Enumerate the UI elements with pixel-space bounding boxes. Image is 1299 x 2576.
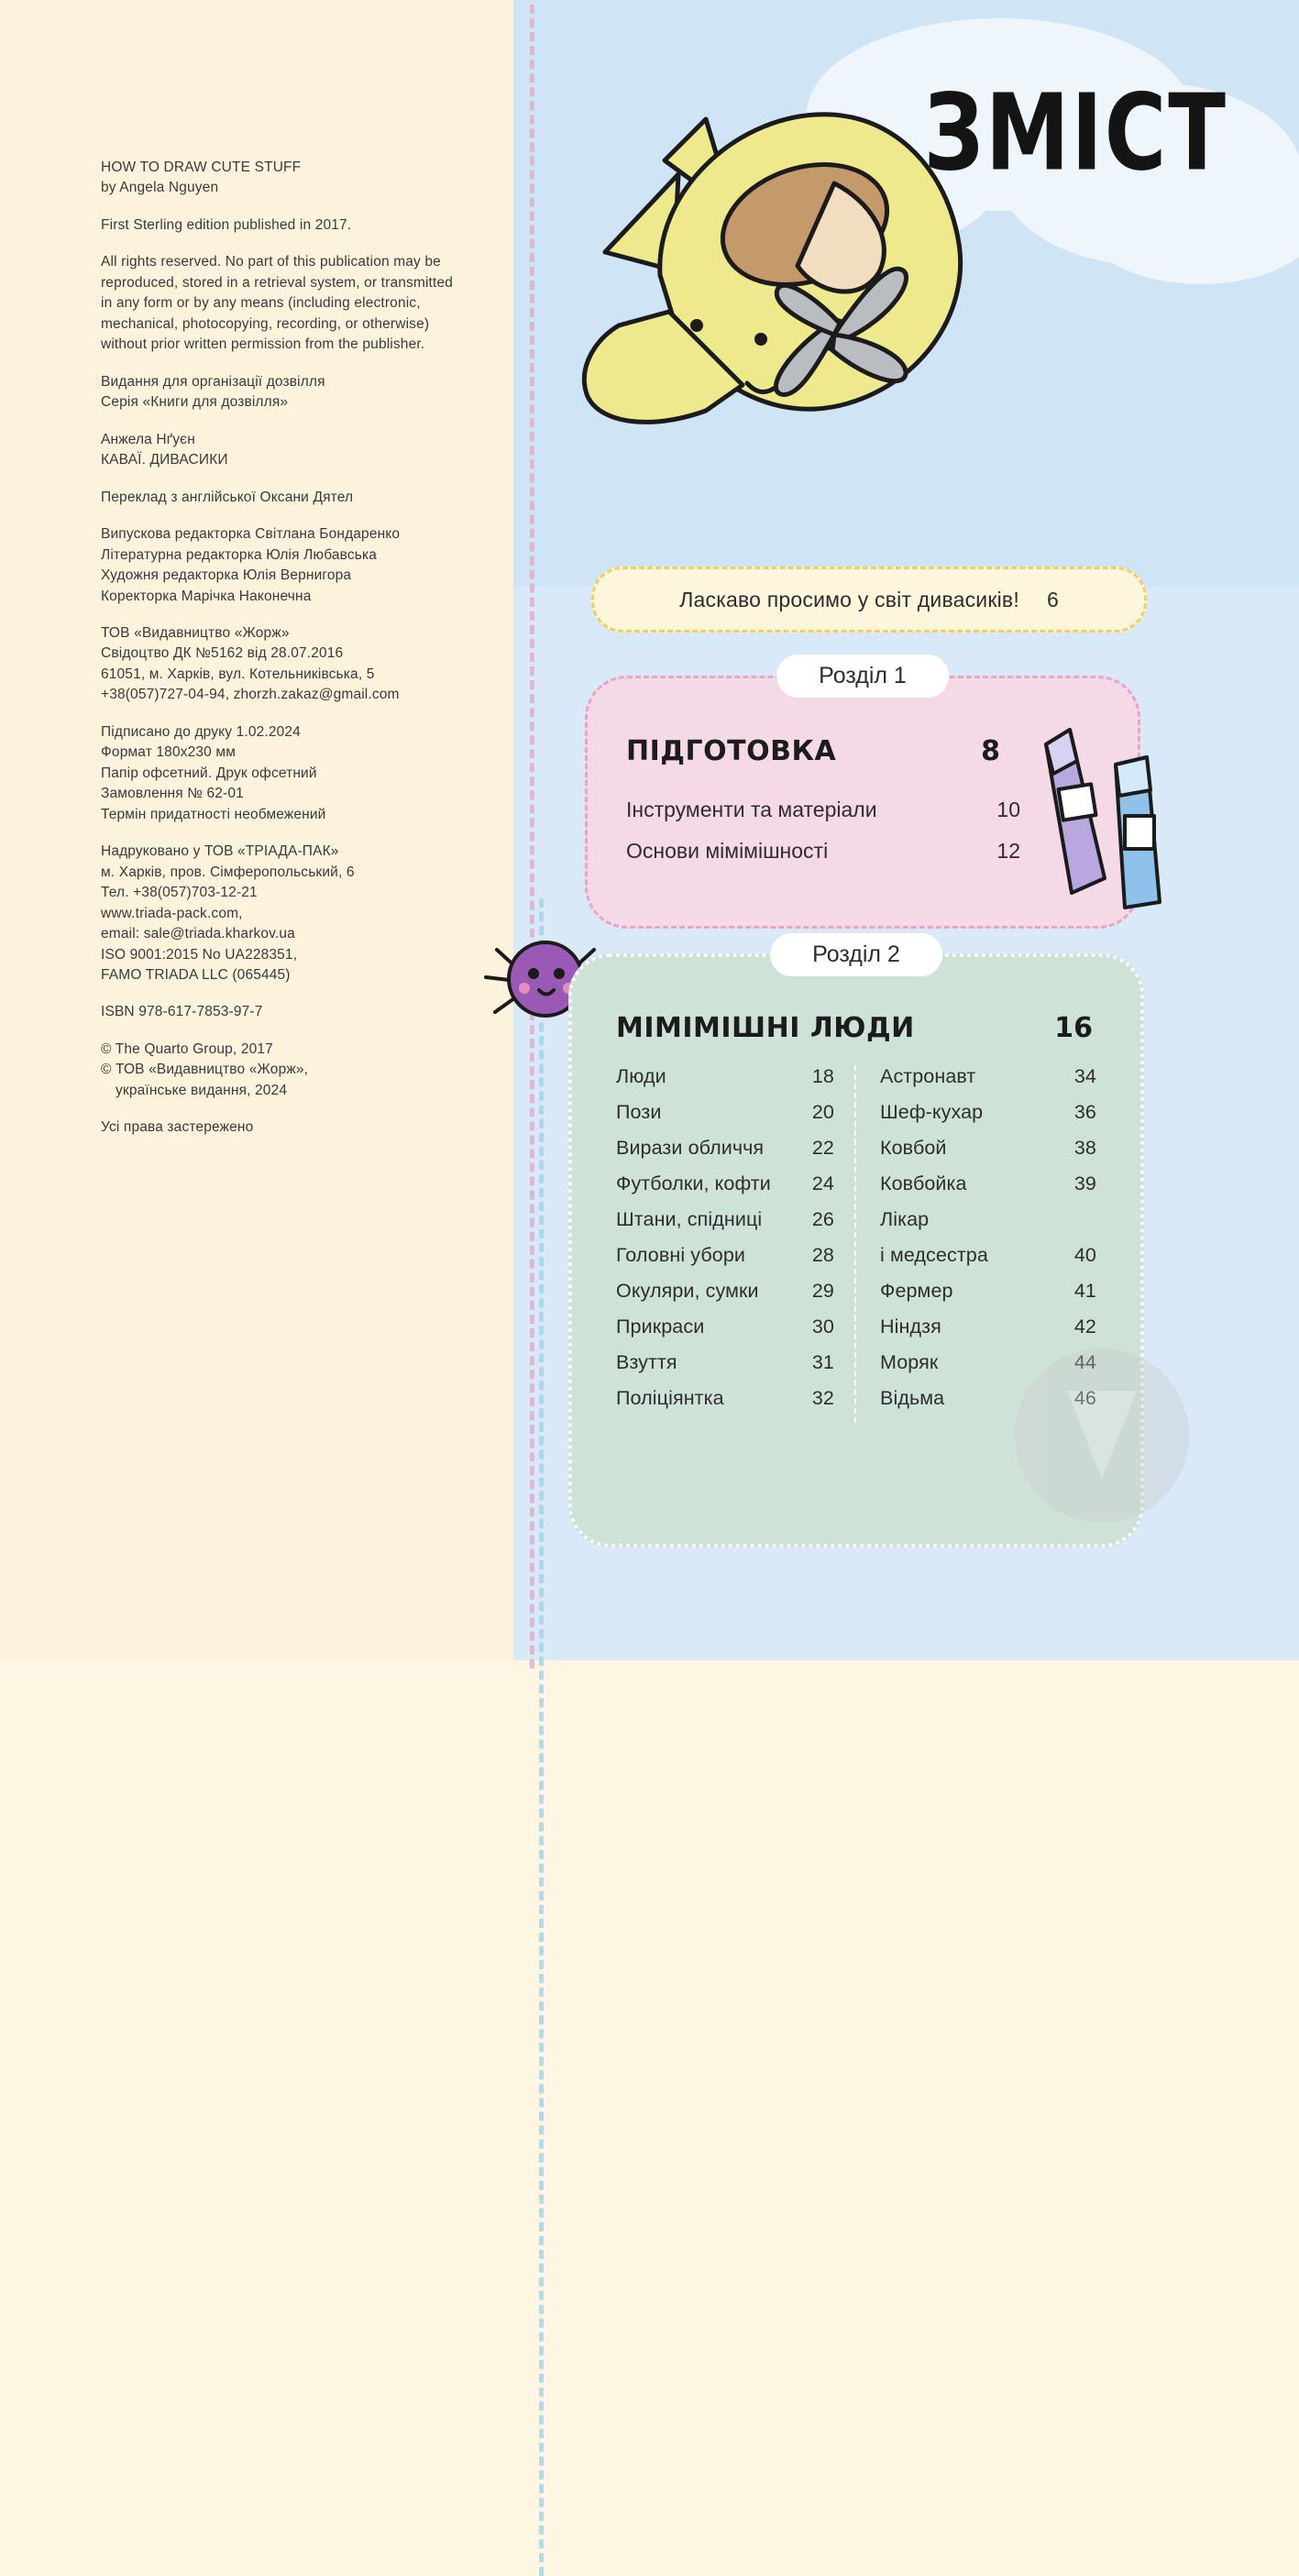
- colophon-printer-line5: email: sale@triada.kharkov.ua: [101, 926, 295, 942]
- section-2-tab: Розділ 2: [770, 933, 942, 976]
- colophon-block: [101, 158, 468, 1155]
- toc-entry-page: 22: [811, 1137, 834, 1159]
- colophon-publisher-line3: 61051, м. Харків, вул. Котельниківська, 5: [101, 666, 375, 682]
- toc-entry-page: 41: [1073, 1280, 1096, 1302]
- toc-entry-name: Головні убори: [616, 1244, 746, 1266]
- toc-entry-name: Відьма: [880, 1387, 945, 1409]
- toc-entry[interactable]: [880, 1172, 1096, 1208]
- airplane-illustration: [431, 64, 999, 495]
- toc-entry-name: Люди: [616, 1065, 666, 1087]
- toc-entry-page: 44: [1073, 1351, 1096, 1373]
- colophon-printer-line4: www.triada-pack.com,: [101, 905, 243, 921]
- toc-entry[interactable]: [880, 1280, 1096, 1316]
- welcome-page: 6: [1046, 587, 1059, 611]
- toc-entry[interactable]: [880, 1101, 1096, 1137]
- toc-entry[interactable]: [626, 798, 1020, 822]
- toc-entry-page: 34: [1073, 1065, 1096, 1087]
- toc-entry-name: Ніндзя: [880, 1316, 941, 1338]
- toc-entry[interactable]: [616, 1137, 834, 1172]
- rocket-watermark: [1015, 1349, 1189, 1523]
- toc-entry-page: 38: [1073, 1137, 1096, 1159]
- toc-entry[interactable]: [616, 1101, 834, 1137]
- colophon-printer-line1: Надруковано у ТОВ «ТРІАДА-ПАК»: [101, 843, 339, 860]
- colophon-print-line1: Підписано до друку 1.02.2024: [101, 723, 301, 740]
- toc-entry-name: Фермер: [880, 1280, 953, 1302]
- toc-entry-name: Ковбой: [880, 1137, 947, 1159]
- toc-entry[interactable]: [616, 1316, 834, 1351]
- colophon-credit-line1: HOW TO DRAW CUTE STUFF: [101, 160, 302, 175]
- toc-entry-page: 32: [811, 1387, 834, 1409]
- colophon-copyright-line1: © The Quarto Group, 2017: [101, 1040, 273, 1057]
- toc-entry-page: 20: [811, 1101, 834, 1123]
- dashed-divider-lower: [539, 898, 547, 2576]
- colophon-staff-line3: Художня редакторка Юлія Вернигора: [101, 567, 352, 584]
- section-2-heading-page: 16: [1054, 1012, 1093, 1044]
- toc-entry-page: 36: [1073, 1101, 1096, 1123]
- colophon-print-line2: Формат 180х230 мм: [101, 744, 237, 761]
- toc-entry-name: Ковбойка: [880, 1172, 967, 1194]
- toc-entry[interactable]: [626, 839, 1020, 864]
- toc-entry-name: Штани, спідниці: [616, 1208, 763, 1230]
- colophon-author-line1: Анжела Нґуєн: [101, 431, 195, 447]
- toc-entry-name: і медсестра: [880, 1244, 988, 1266]
- section-1-tab: Розділ 1: [776, 655, 949, 698]
- toc-entry-page: 18: [811, 1065, 834, 1087]
- toc-entry-page: 28: [811, 1244, 834, 1266]
- page-title: ЗМІСТ: [923, 72, 1227, 194]
- colophon-reserved: Усі права застережено: [101, 1119, 254, 1136]
- colophon-staff-line4: Коректорка Марічка Наконечна: [101, 588, 312, 604]
- toc-entry-page: 40: [1073, 1244, 1096, 1266]
- colophon-printer-line2: м. Харків, пров. Сімферопольський, 6: [101, 864, 355, 880]
- colophon-staff-line2: Літературна редакторка Юлія Любавська: [101, 546, 378, 563]
- colophon-print-line4: Замовлення № 62-01: [101, 786, 244, 802]
- toc-entry-page: 29: [811, 1280, 834, 1302]
- toc-entry[interactable]: [880, 1137, 1096, 1172]
- colophon-publisher-line2: Свідоцтво ДК №5162 від 28.07.2016: [101, 645, 344, 662]
- colophon-staff-line1: Випускова редакторка Світлана Бондаренко: [101, 526, 401, 543]
- section-1-heading-page: 8: [981, 735, 1000, 767]
- toc-entry-name: Інструменти та матеріали: [626, 798, 877, 821]
- toc-entry-page: 12: [996, 839, 1020, 863]
- section-2-left-column: [616, 1065, 856, 1423]
- toc-entry[interactable]: [616, 1351, 834, 1387]
- colophon-printer-line6: ISO 9001:2015 No UA228351,: [101, 946, 298, 963]
- toc-entry-page: 24: [811, 1172, 834, 1194]
- toc-entry-page: 42: [1073, 1316, 1096, 1338]
- colophon-rights: All rights reserved. No part of this publication may be reproduced, stored in a retrieval system, or transmitted in any form or by any means (including electronic, mechanical, photocopying, recording, or otherwise) without prior written permission from the publisher.: [101, 254, 454, 353]
- welcome-entry[interactable]: [591, 567, 1147, 633]
- colophon-copyright-line2: © ТОВ «Видавництво «Жорж»,: [101, 1062, 309, 1078]
- toc-entry-name: Моряк: [880, 1351, 939, 1373]
- toc-entry[interactable]: [880, 1244, 1096, 1280]
- toc-entry-page: 31: [811, 1351, 834, 1373]
- toc-entry[interactable]: [616, 1387, 834, 1423]
- colophon-printer-line3: Тел. +38(057)703-12-21: [101, 885, 258, 901]
- colophon-publisher-line4: +38(057)727-04-94, zhorzh.zakaz@gmail.com: [101, 687, 400, 703]
- toc-entry[interactable]: [616, 1280, 834, 1316]
- toc-entry-name: Футболки, кофти: [616, 1172, 771, 1194]
- section-2-heading: МІМІМІШНІ ЛЮДИ: [616, 1012, 915, 1044]
- colophon-print-line3: Папір офсетний. Друк офсетний: [101, 765, 317, 781]
- toc-entry[interactable]: [616, 1208, 834, 1244]
- toc-entry-name: Астронавт: [880, 1065, 976, 1087]
- toc-entry-page: 46: [1073, 1387, 1096, 1409]
- toc-entry-name: Шеф-кухар: [880, 1101, 984, 1123]
- welcome-label: Ласкаво просимо у світ дивасиків!: [679, 587, 1019, 611]
- colophon-isbn: ISBN 978-617-7853-97-7: [101, 1004, 263, 1020]
- toc-entry-name: Окуляри, сумки: [616, 1280, 759, 1302]
- colophon-copyright-line3: українське видання, 2024: [116, 1082, 288, 1098]
- toc-entry-name: Прикраси: [616, 1316, 705, 1338]
- colophon-print-line5: Термін придатності необмежений: [101, 806, 326, 822]
- crayons-illustration: [1013, 713, 1187, 924]
- colophon-author-line2: КАВАЇ. ДИВАСИКИ: [101, 452, 228, 468]
- section-1-heading: ПІДГОТОВКА: [626, 735, 837, 767]
- colophon-publisher-line1: ТОВ «Видавництво «Жорж»: [101, 624, 290, 641]
- toc-entry-name: Основи мімімішності: [626, 839, 829, 863]
- toc-entry-page: 30: [811, 1316, 834, 1338]
- toc-entry[interactable]: [880, 1316, 1096, 1351]
- toc-entry-name: Пози: [616, 1101, 662, 1123]
- colophon-credit-line2: by Angela Nguyen: [101, 180, 219, 196]
- colophon-series-line2: Серія «Книги для дозвілля»: [101, 394, 289, 411]
- toc-entry-name: Вирази обличчя: [616, 1137, 765, 1159]
- toc-entry-page: 10: [996, 798, 1020, 821]
- toc-entry[interactable]: [616, 1244, 834, 1280]
- toc-entry-name: Взуття: [616, 1351, 677, 1373]
- toc-entry[interactable]: [616, 1065, 834, 1101]
- toc-entry-page: 39: [1073, 1172, 1096, 1194]
- section-2-entry-columns: [616, 1065, 1096, 1423]
- toc-entry[interactable]: [880, 1208, 1096, 1244]
- toc-entry[interactable]: [616, 1172, 834, 1208]
- colophon-series-line1: Видання для організації дозвілля: [101, 373, 325, 390]
- colophon-translator: Переклад з англійської Оксани Дятел: [101, 489, 354, 505]
- colophon-edition: First Sterling edition published in 2017.: [101, 216, 352, 233]
- toc-entry-name: Лікар: [880, 1208, 930, 1230]
- toc-entry-name: Поліціянтка: [616, 1387, 724, 1409]
- toc-entry[interactable]: [880, 1065, 1096, 1101]
- toc-entry-page: 26: [811, 1208, 834, 1230]
- colophon-printer-line7: FAMO TRIADA LLC (065445): [101, 967, 291, 983]
